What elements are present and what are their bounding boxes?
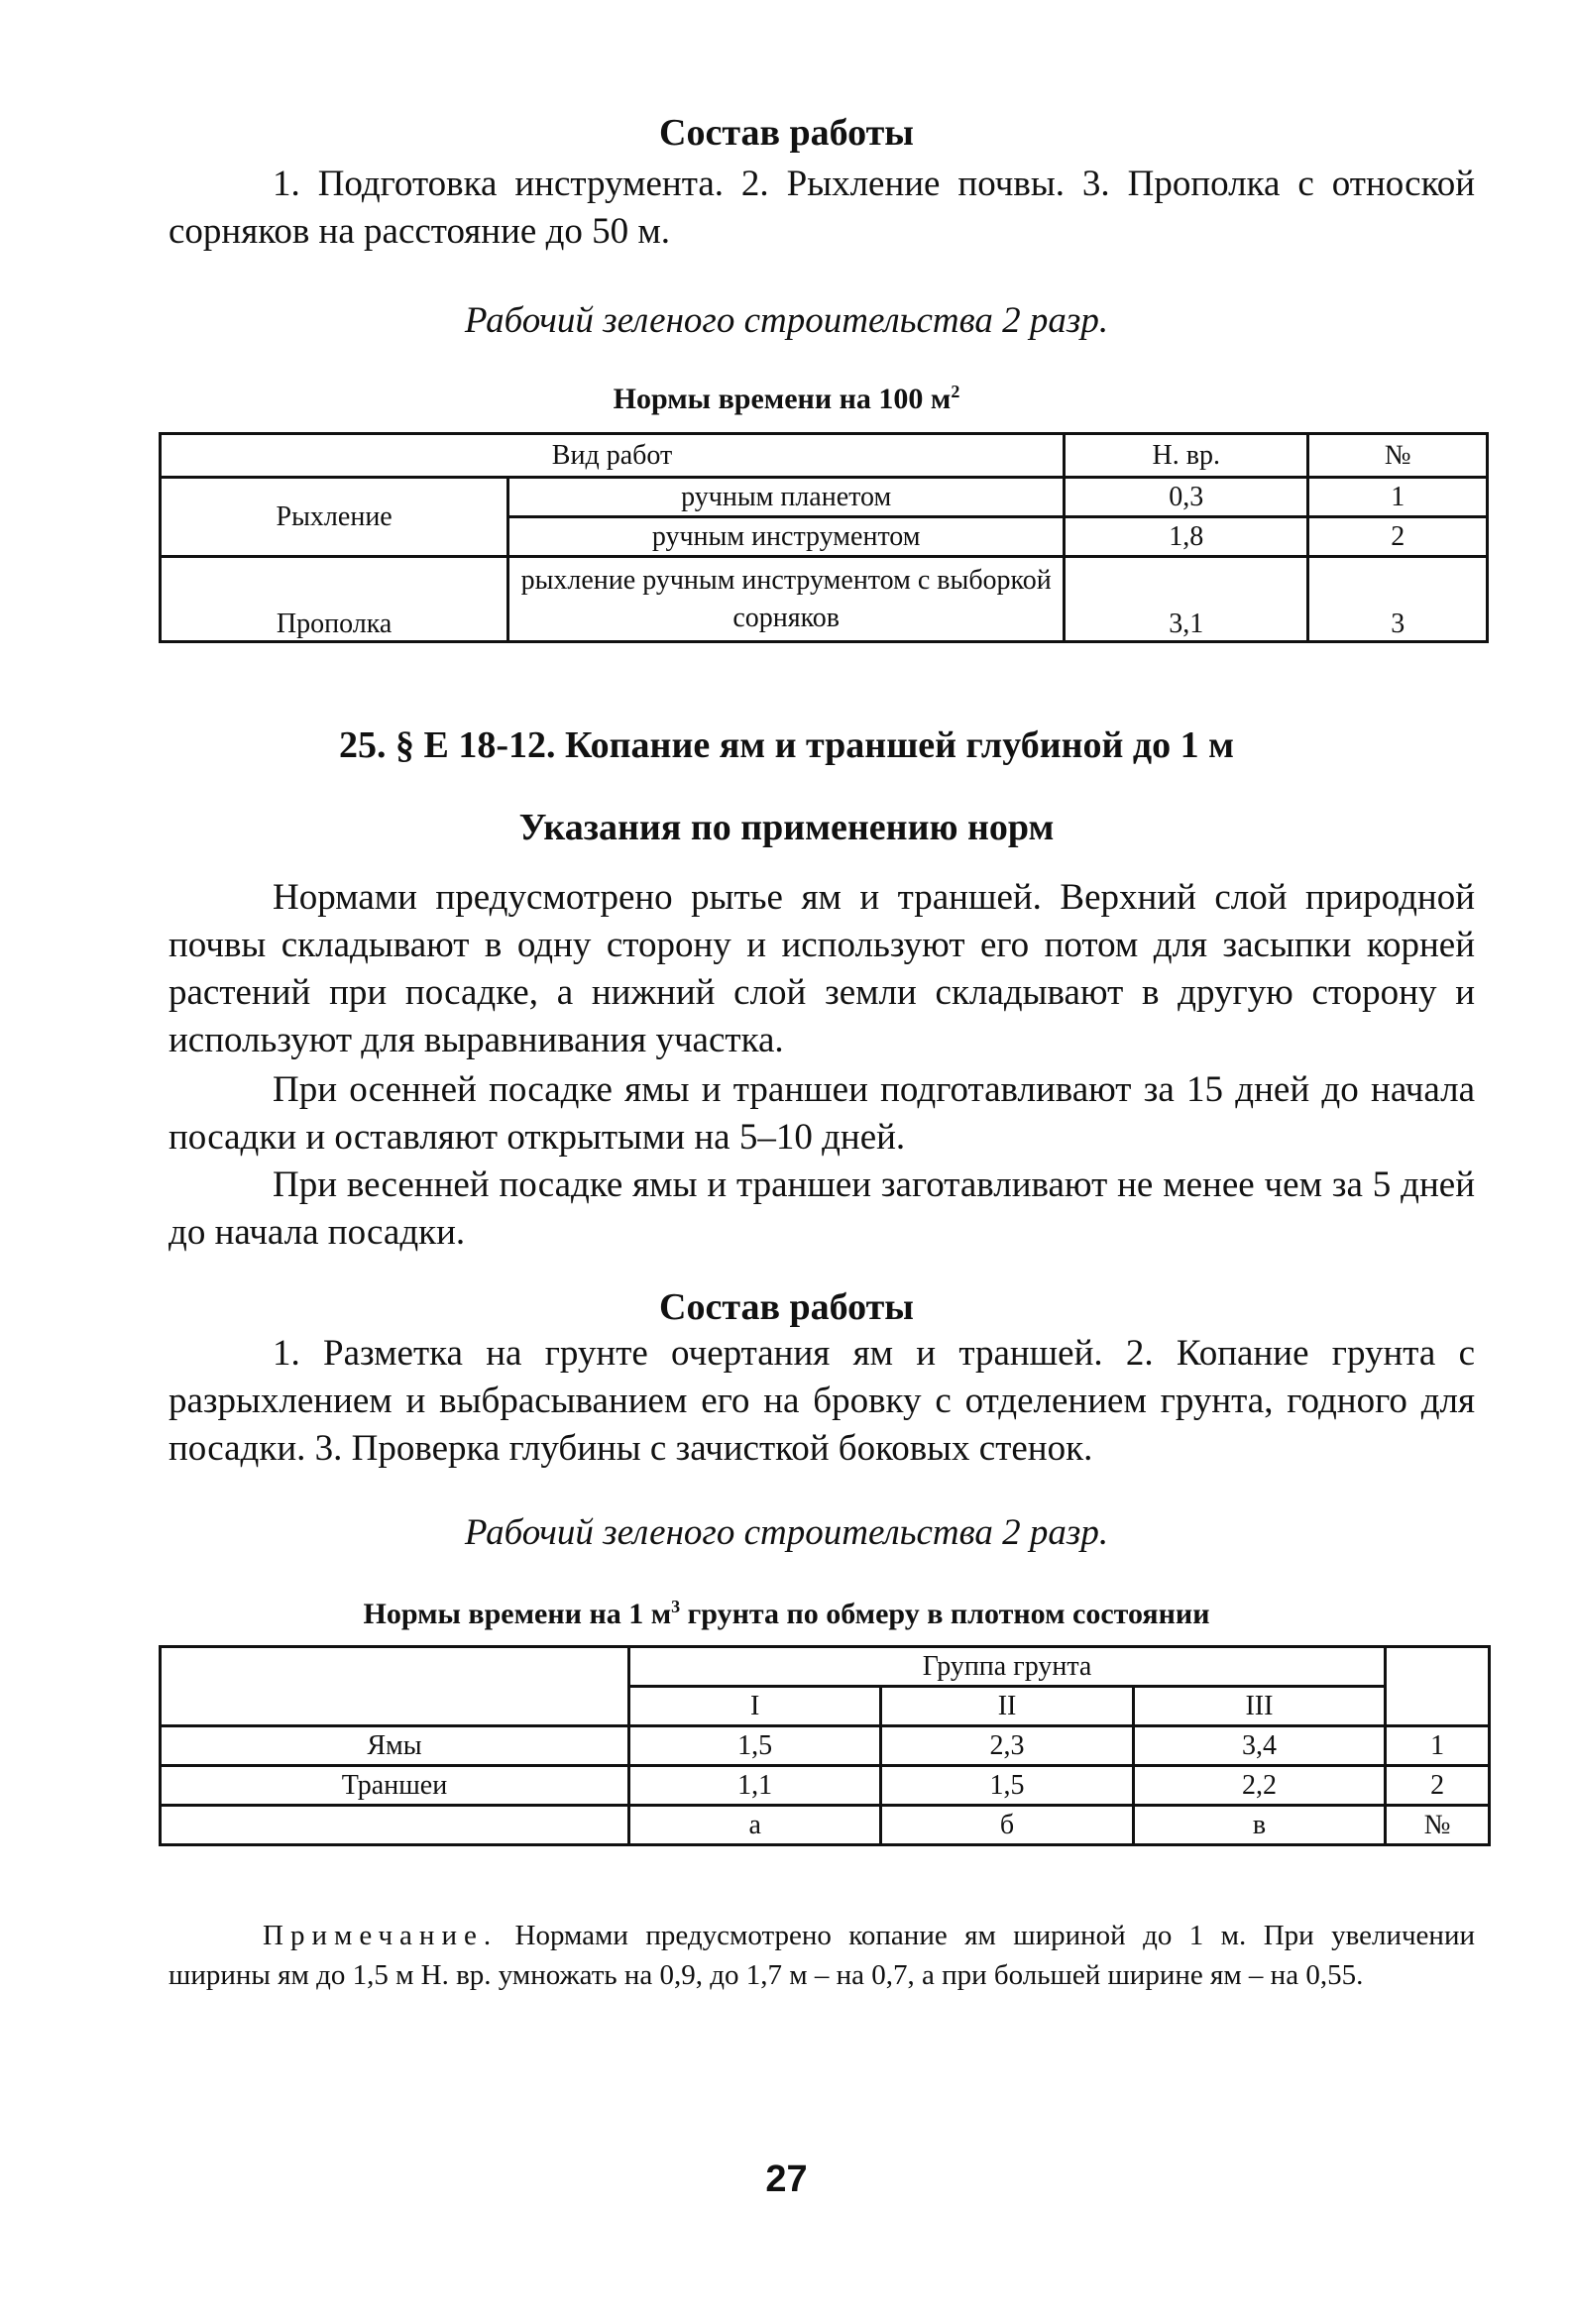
table-caption-2-text-a: Нормы времени на 1 м (363, 1598, 672, 1630)
column-letter: а (628, 1806, 880, 1845)
table-row (161, 434, 1488, 478)
guidance-heading: Указания по применению норм (518, 807, 1055, 848)
group-loosening: Рыхление (161, 478, 508, 557)
value-cell: 2,3 (881, 1726, 1133, 1766)
header-time-norm: Н. вр. (1065, 434, 1308, 478)
note-label: Примечание. (263, 1920, 499, 1951)
number-label: № (1386, 1806, 1490, 1845)
table-caption-1-sup: 2 (951, 382, 960, 401)
guidance-paragraph-1: Нормами предусмотрено рытье ям и траншей. Верхний слой природной почвы складывают в одну сторону и используют его потом для засыпки корней растений при посадке, а нижний слой земли складывают в другую сторону и используют для выравнивания участка. (169, 877, 1475, 1060)
table-row (161, 1806, 1490, 1845)
table-row (161, 1766, 1490, 1806)
number-cell: 2 (1386, 1766, 1490, 1806)
time-norm-cell: 0,3 (1065, 478, 1308, 517)
column-letter: б (881, 1806, 1133, 1845)
header-group-i: I (628, 1687, 880, 1726)
header-soil-group: Группа грунта (628, 1647, 1385, 1687)
value-cell: 1,5 (628, 1726, 880, 1766)
section-title: 25. § Е 18-12. Копание ям и траншей глубиной до 1 м (339, 724, 1234, 766)
group-weeding: Прополка (161, 557, 508, 642)
number-cell: 1 (1308, 478, 1488, 517)
value-cell: 3,4 (1133, 1726, 1385, 1766)
table-row (161, 557, 1488, 642)
method-cell: ручным планетом (508, 478, 1065, 517)
header-number: № (1308, 434, 1488, 478)
worker-grade-2: Рабочий зеленого строительства 2 разр. (464, 1512, 1109, 1553)
table-caption-2 (0, 1598, 1573, 1631)
header-work-type: Вид работ (161, 434, 1065, 478)
time-norms-table-1 (159, 432, 1489, 643)
work-composition-text-2: 1. Разметка на грунте очертания ям и траншей. 2. Копание грунта с разрыхлением и выбрасыванием его на бровку с отделением грунта, годного для посадки. 3. Проверка глубины с зачисткой боковых стенок. (169, 1333, 1475, 1469)
guidance-paragraph-2: При осенней посадке ямы и траншеи подготавливают за 15 дней до начала посадки и оставляют открытыми на 5–10 дней. (169, 1069, 1475, 1158)
work-composition-text-1: 1. Подготовка инструмента. 2. Рыхление почвы. 3. Прополка с отноской сорняков на расстояние до 50 м. (169, 164, 1475, 252)
header-group-ii: II (881, 1687, 1133, 1726)
method-cell: рыхление ручным инструментом с выборкой сорняков (508, 557, 1065, 642)
note (169, 1916, 1475, 1995)
table-row (161, 1647, 1490, 1687)
time-norms-table-2 (159, 1645, 1491, 1846)
note-text: Нормами предусмотрено копание ям шириной до 1 м. При увеличении ширины ям до 1,5 м Н. вр. умножать на 0,9, до 1,7 м – на 0,7, а при большей ширине ям – на 0,55. (169, 1920, 1475, 1991)
value-cell: 1,1 (628, 1766, 880, 1806)
empty-cell (161, 1806, 629, 1845)
table-caption-1 (0, 383, 1573, 416)
time-norm-cell: 3,1 (1065, 557, 1308, 642)
table-caption-2-sup: 3 (671, 1597, 681, 1616)
table-row (161, 478, 1488, 517)
number-cell: 3 (1308, 557, 1488, 642)
table-caption-2-text-b: грунта по обмеру в плотном состоянии (680, 1598, 1210, 1630)
work-composition-heading-1: Состав работы (659, 112, 914, 154)
empty-header-cell (1386, 1647, 1490, 1726)
table-caption-1-text: Нормы времени на 100 м (613, 383, 952, 415)
value-cell: 1,5 (881, 1766, 1133, 1806)
row-label-trenches: Траншеи (161, 1766, 629, 1806)
page-number: 27 (765, 2158, 808, 2200)
time-norm-cell: 1,8 (1065, 517, 1308, 557)
number-cell: 1 (1386, 1726, 1490, 1766)
empty-header-cell (161, 1647, 629, 1726)
method-cell: ручным инструментом (508, 517, 1065, 557)
value-cell: 2,2 (1133, 1766, 1385, 1806)
worker-grade-1: Рабочий зеленого строительства 2 разр. (464, 300, 1109, 341)
number-cell: 2 (1308, 517, 1488, 557)
guidance-paragraph-3: При весенней посадке ямы и траншеи заготавливают не менее чем за 5 дней до начала посадки. (169, 1164, 1475, 1253)
header-group-iii: III (1133, 1687, 1385, 1726)
row-label-pits: Ямы (161, 1726, 629, 1766)
column-letter: в (1133, 1806, 1385, 1845)
table-row (161, 1726, 1490, 1766)
work-composition-heading-2: Состав работы (659, 1286, 914, 1328)
